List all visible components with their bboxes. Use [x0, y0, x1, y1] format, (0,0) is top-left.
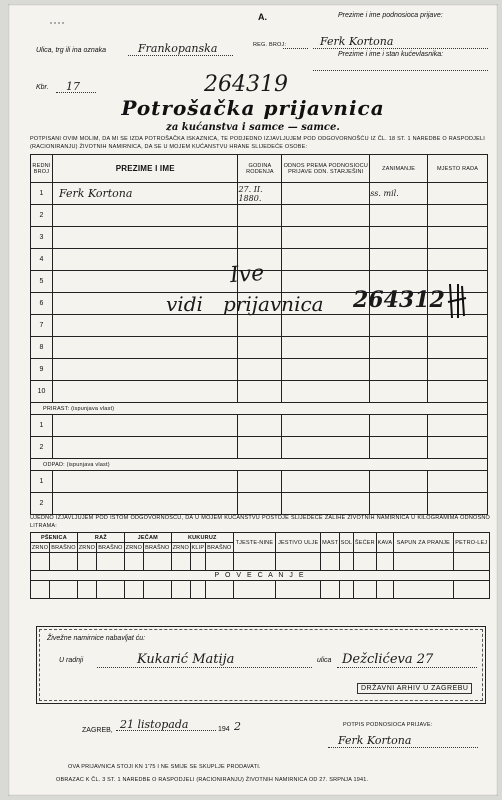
supply-cell[interactable] [96, 581, 124, 599]
row-name[interactable] [52, 293, 237, 315]
sub-grain: ZRNO [125, 544, 143, 551]
handwritten-note-line1: Ive [229, 260, 265, 289]
supply-cell[interactable] [276, 581, 321, 599]
header-relation: ODNOS PREMA PODNOSIOCU PRIJAVE ODN. STARJEŠINI [282, 155, 370, 183]
table-row [31, 471, 488, 493]
row-occupation[interactable] [370, 249, 428, 271]
row-number: 3 [31, 227, 53, 249]
row-place[interactable] [428, 227, 488, 249]
row-year[interactable] [238, 315, 282, 337]
departure-label: ODPAD: (ispunjava vlast) [31, 459, 488, 471]
row-place[interactable] [428, 205, 488, 227]
row-occupation[interactable] [370, 493, 428, 515]
row-number: 10 [31, 381, 53, 403]
supply-cell[interactable] [171, 553, 190, 571]
kbr-line [56, 92, 96, 93]
supply-cell[interactable] [321, 581, 340, 599]
header-occupation: ZANIMANJE [370, 155, 428, 183]
supply-cell[interactable] [353, 553, 376, 571]
supplies-row [31, 553, 490, 571]
row-occupation[interactable] [370, 227, 428, 249]
row-year[interactable] [238, 493, 282, 515]
supply-cell[interactable] [77, 553, 96, 571]
reg-number-field[interactable] [283, 40, 308, 49]
applicant-name-label: Prezime i ime podnosioca prijave: [338, 12, 443, 19]
row-number: 8 [31, 337, 53, 359]
row-year[interactable] [238, 415, 282, 437]
group-barley: JEČAM [124, 533, 171, 543]
header-year: GODINA RODENJA [238, 155, 282, 183]
col-oil: JESTIVO ULJE [276, 533, 321, 553]
supply-cell[interactable] [205, 581, 233, 599]
supply-cell[interactable] [353, 581, 376, 599]
row-year[interactable] [238, 205, 282, 227]
shop-label: U radnji [59, 657, 84, 664]
table-row [31, 493, 488, 515]
row-name[interactable] [52, 437, 237, 459]
registration-form-page [8, 4, 498, 796]
row-relation[interactable] [282, 205, 370, 227]
form-subtitle: za kućanstva i samce — samce. [166, 122, 340, 133]
group-wheat: PŠENICA [31, 533, 78, 543]
row-relation[interactable] [282, 493, 370, 515]
row-year[interactable]: 27. II. 1880. [238, 183, 282, 205]
row-place[interactable] [428, 381, 488, 403]
table-row [31, 315, 488, 337]
table-row [31, 227, 488, 249]
header-name: PREZIME I IME [52, 155, 237, 183]
row-number: 6 [31, 293, 53, 315]
table-row [31, 437, 488, 459]
supply-cell[interactable] [143, 553, 171, 571]
row-number: 7 [31, 315, 53, 337]
table-row [31, 337, 488, 359]
handwritten-note-number: 264312 [353, 287, 445, 313]
row-place[interactable] [428, 415, 488, 437]
sub-flour: BRAŠNO [207, 544, 232, 551]
handwritten-note-vidi: vidi [166, 292, 203, 316]
row-number: 1 [31, 183, 53, 205]
supply-cell[interactable] [394, 581, 454, 599]
row-place[interactable] [428, 437, 488, 459]
row-name[interactable] [52, 205, 237, 227]
supply-cell[interactable] [453, 581, 489, 599]
row-name[interactable]: Ferk Kortona [52, 183, 237, 205]
street-value[interactable]: Frankopanska [138, 42, 218, 55]
row-year[interactable] [238, 227, 282, 249]
form-title: Potrošačka prijavnica [121, 96, 385, 120]
sub-flour: BRAŠNO [145, 544, 170, 551]
applicant-name-value[interactable]: Ferk Kortona [320, 35, 394, 48]
footer-date[interactable]: 21 listopada [120, 718, 189, 731]
kbr-value[interactable]: 17 [66, 80, 80, 93]
row-place[interactable] [428, 493, 488, 515]
group-rye: RAŽ [77, 533, 124, 543]
supply-cell[interactable] [340, 581, 354, 599]
footer-place: ZAGREB, [82, 727, 113, 734]
table-row [31, 415, 488, 437]
section-letter: A. [258, 12, 267, 22]
row-occupation[interactable]: ss. mil. [370, 183, 428, 205]
row-year[interactable] [238, 471, 282, 493]
supply-cell[interactable] [340, 553, 354, 571]
table-row [31, 381, 488, 403]
row-relation[interactable] [282, 315, 370, 337]
row-relation[interactable] [282, 437, 370, 459]
row-name[interactable] [52, 493, 237, 515]
table-row [31, 359, 488, 381]
row-place[interactable] [428, 359, 488, 381]
archive-stamp: DRŽAVNI ARHIV U ZAGREBU [357, 683, 472, 694]
increase-label: P O V E Ć A N J E [31, 571, 490, 581]
row-year[interactable] [238, 437, 282, 459]
row-name[interactable] [52, 227, 237, 249]
intro-text: POTPISANI OVIM MOLIM, DA MI SE IZDA POTROŠAČKA ISKAZNICA, TE PODJEDNO IZJAVLJUJEM POD ODGOVORNOŠĆU IZ ČL. 18 ST. 1 NAREDBE O RASPODJELI (RACIONIRANJU) ŽIVOTNIH NAMIRNICA, DA SE U MOJEM KUĆANSTVU HRANE SLIJEDEĆE OSOBE: [30, 136, 485, 150]
row-occupation[interactable] [370, 315, 428, 337]
row-occupation[interactable] [370, 437, 428, 459]
row-occupation[interactable] [370, 205, 428, 227]
persons-table [30, 154, 488, 515]
row-year[interactable] [238, 381, 282, 403]
landlord-label: Prezime i ime i stan kućevlasnika: [338, 51, 444, 58]
stamp-number: 264319 [204, 72, 288, 97]
supply-cell[interactable] [171, 581, 190, 599]
row-relation[interactable] [282, 337, 370, 359]
row-number: 1 [31, 471, 53, 493]
row-name[interactable] [52, 337, 237, 359]
street-line [128, 55, 233, 56]
row-relation[interactable] [282, 415, 370, 437]
signature-line [328, 747, 478, 748]
row-year[interactable] [238, 359, 282, 381]
group-corn: KUKURUZ [171, 533, 233, 543]
street-label: Ulica, trg ili ina oznaka [36, 47, 107, 54]
supply-cell[interactable] [453, 553, 489, 571]
supply-cell[interactable] [31, 553, 50, 571]
row-number: 1 [31, 415, 53, 437]
row-name[interactable] [52, 315, 237, 337]
handwritten-mark-icon [446, 282, 468, 327]
row-name[interactable] [52, 359, 237, 381]
col-soap: SAPUN ZA PRANJE [394, 533, 454, 553]
sub-flour: BRAŠNO [98, 544, 123, 551]
row-place[interactable] [428, 337, 488, 359]
landlord-line[interactable] [313, 70, 488, 71]
row-name[interactable] [52, 415, 237, 437]
supply-street-value[interactable]: Dežclićeva 27 [342, 652, 434, 667]
row-place[interactable] [428, 183, 488, 205]
supply-cell[interactable] [376, 553, 393, 571]
row-occupation[interactable] [370, 359, 428, 381]
row-relation[interactable] [282, 381, 370, 403]
row-relation[interactable] [282, 471, 370, 493]
row-name[interactable] [52, 471, 237, 493]
supply-street-label: ulica [317, 657, 332, 664]
row-number: 5 [31, 271, 53, 293]
signature-value[interactable]: Ferk Kortona [338, 734, 412, 747]
row-place[interactable] [428, 249, 488, 271]
supply-cell[interactable] [124, 581, 143, 599]
col-sugar: ŠEĆER [353, 533, 376, 553]
row-relation[interactable] [282, 183, 370, 205]
signature-label: POTPIS PODNOSIOCA PRIJAVE: [343, 722, 433, 728]
sub-flour: BRAŠNO [51, 544, 76, 551]
row-number: 2 [31, 205, 53, 227]
row-number: 2 [31, 437, 53, 459]
shop-value[interactable]: Kukarić Matija [137, 652, 235, 667]
supply-street-line [337, 667, 477, 668]
table-row [31, 183, 488, 205]
supplies-row [31, 581, 490, 599]
supply-cell[interactable] [31, 581, 50, 599]
supply-cell[interactable] [124, 553, 143, 571]
shop-line [97, 667, 312, 668]
table-row [31, 205, 488, 227]
header-place: MJESTO RADA [428, 155, 488, 183]
supply-cell[interactable] [50, 581, 78, 599]
supply-box-label: Živežne namirnice nabavljat ću: [47, 635, 146, 642]
handwritten-note-prijavnica: prijavnica [223, 292, 324, 316]
row-name[interactable] [52, 249, 237, 271]
supply-cell[interactable] [190, 553, 205, 571]
supply-cell[interactable] [205, 553, 233, 571]
supplies-table [30, 532, 490, 599]
row-occupation[interactable] [370, 415, 428, 437]
col-petroleum: PETRO-LEJ [453, 533, 489, 553]
col-coffee: KAVA [376, 533, 393, 553]
kbr-label: Kbr. [36, 84, 49, 91]
arrival-label: PRIRAST: (ispunjava vlast) [31, 403, 488, 415]
supply-cell[interactable] [50, 553, 78, 571]
footer-date-line [116, 730, 216, 731]
footer-note-price: OVA PRIJAVNICA STOJI KN 1'75 I NE SMIJE SE SKUPLJE PRODAVATI. [68, 764, 261, 770]
footer-year-prefix: 194 [218, 726, 230, 733]
row-place[interactable] [428, 471, 488, 493]
supply-cell[interactable] [190, 581, 205, 599]
row-occupation[interactable] [370, 381, 428, 403]
footer-year-suffix[interactable]: 2 [234, 720, 241, 733]
supply-cell[interactable] [143, 581, 171, 599]
col-lard: MAST [321, 533, 340, 553]
sub-grain: ZRNO [31, 544, 49, 551]
supply-box [36, 626, 486, 704]
row-occupation[interactable] [370, 471, 428, 493]
applicant-name-line [313, 48, 488, 49]
supply-cell[interactable] [233, 553, 275, 571]
supplies-intro: UJEDNO IZJAVLJUJEM POD ISTOM ODGOVORNOŠĆU, DA U MOJEM KUĆANSTVU POSTOJE SLIJEDEĆE ZALIHE ŽIVOTNIH NAMIRNICA U KILOGRAMIMA ODNOSNO LITRAMA: [30, 515, 490, 529]
footer-note-regulation: OBRAZAC K ČL. 3 ST. 1 NAREDBE O RASPODJELI (RACIONIRANJU) ŽIVOTNIH NAMIRNICA OD 27. SRPNJA 1941. [56, 777, 369, 783]
sub-grain: ZRNO [172, 544, 189, 551]
supply-cell[interactable] [233, 581, 275, 599]
sub-cob: KLIP [191, 544, 205, 551]
supply-cell[interactable] [276, 553, 321, 571]
header-no: REDNI BROJ [31, 155, 53, 183]
row-name[interactable] [52, 381, 237, 403]
row-number: 2 [31, 493, 53, 515]
row-occupation[interactable] [370, 337, 428, 359]
corner-marks [48, 14, 68, 22]
supply-cell[interactable] [321, 553, 340, 571]
row-relation[interactable] [282, 359, 370, 381]
sub-grain: ZRNO [78, 544, 96, 551]
supply-cell[interactable] [96, 553, 124, 571]
reg-label: REG. BROJ: [253, 42, 287, 48]
supply-cell[interactable] [77, 581, 96, 599]
row-number: 9 [31, 359, 53, 381]
supply-cell[interactable] [394, 553, 454, 571]
row-relation[interactable] [282, 227, 370, 249]
supply-cell[interactable] [376, 581, 393, 599]
row-relation[interactable] [282, 249, 370, 271]
row-year[interactable] [238, 337, 282, 359]
col-salt: SOL [340, 533, 354, 553]
col-pasta: TJESTE-NINE [233, 533, 275, 553]
row-number: 4 [31, 249, 53, 271]
row-name[interactable] [52, 271, 237, 293]
